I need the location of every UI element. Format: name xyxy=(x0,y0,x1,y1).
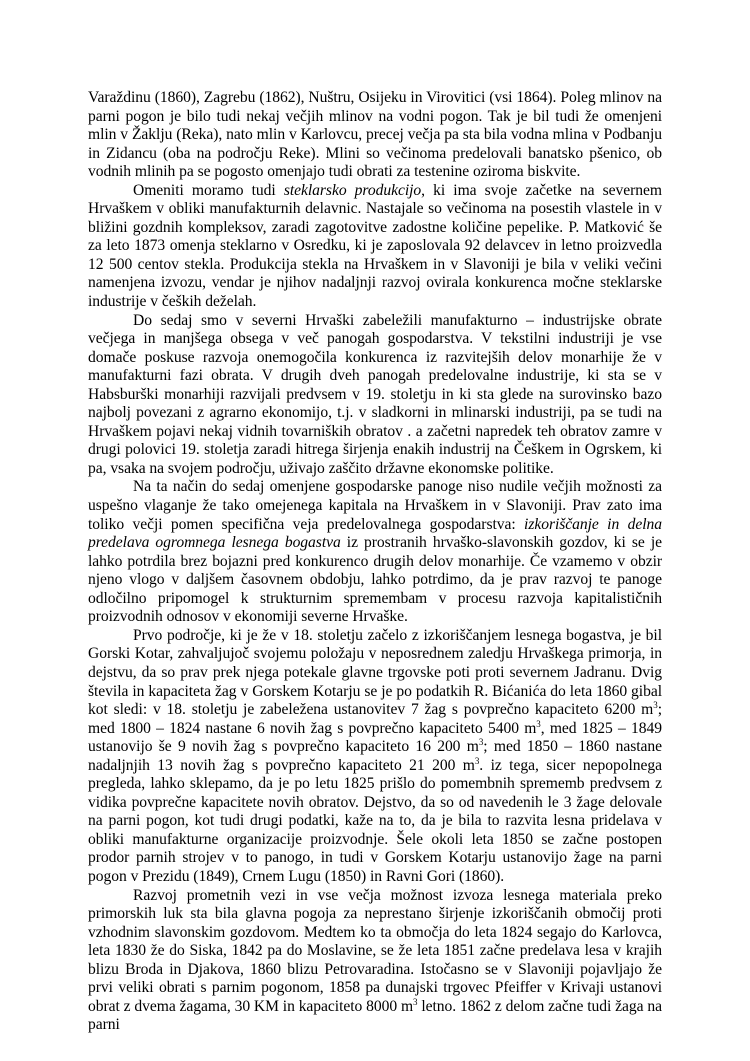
text-run: letno. 1862 z delom začne tudi žaga na parni xyxy=(88,997,662,1034)
text-run: ; med 1800 – 1824 nastane 6 novih žag s povprečno kapaciteto 5400 m xyxy=(88,701,662,737)
text-run: Omeniti moramo tudi xyxy=(133,181,284,199)
italic-term: izkoriščanje in delna predelava ogromnega lesnega bogastva xyxy=(88,515,662,552)
text-run: Do sedaj smo v severni Hrvaški zabeležili manufakturno – industrijske obrate večjega in manjšega obsega v več panogah gospodarstva. V tekstilni industriji je vse domače poskuse razvoja onemogočila konkurenca iz razvitejših delov monarhije že v manufakturni fazi obrata. V drugih dveh panogah predelovalne industrije, ki sta se v Habsburški monarhiji razvijali predvsem v 19. stoletju in ki sta glede na surovinsko bazo najbolj povezani z agrarno ekonomijo, t.j. v sladkorni in mlinarski industriji, pa se tudi na Hrvaškem pojavi nekaj vidnih tovarniških obratov . a začetni napredek teh obratov zamre v drugi polovici 19. stoletja zaradi hitrega širjenja enakih industrij na Češkem in Ogrskem, ki pa, vsaka na svojem področju, uživajo zaščito državne ekonomske politike. xyxy=(88,311,662,477)
paragraph-6 xyxy=(88,887,662,1035)
document-page xyxy=(88,89,662,1035)
text-run: , med 1825 – 1849 ustanovijo še 9 novih žag s povprečno kapaciteto 16 200 m xyxy=(88,719,662,756)
text-run: Prvo področje, ki je že v 18. stoletju začelo z izkoriščanjem lesnega bogastva, je bil Gorski Kotar, zahvaljujoč svojemu položaju v neposrednem zaledju Hrvaškega primorja, in dejstvu, da so prav prek njega potekale glavne trgovske poti proti severnem Jadranu. Dvig števila in kapaciteta žag v Gorskem Kotarju se je po podatkih R. Bićanića do leta 1860 gibal kot sledi: v 18. stoletju je zabeležena ustanovitev 7 žag s povprečno kapaciteto 6200 m xyxy=(88,626,662,719)
paragraph-5 xyxy=(88,627,662,887)
paragraph-2 xyxy=(88,182,662,312)
text-run: ; med 1850 – 1860 nastane nadaljnjih 13 novih žag s povprečno kapaciteto 21 200 m xyxy=(88,738,663,774)
text-run: . iz tega, sicer nepopolnega pregleda, lahko sklepamo, da je po letu 1825 prišlo do pomembnih sprememb predvsem z vidika povprečne kapacitete novih obratov. Dejstvo, da so od navedenih le 3 žage delovale na parni pogon, kot tudi drugi podatki, kaže na to, da je bila to razvita lesna pridelava v obliki manufakturne organizacije proizvodnje. Šele okoli leta 1850 se začne postopen prodor parnih strojev v to panogo, in tudi v Gorskem Kotarju ustanovijo žage na parni pogon v Prezidu (1849), Crnem Lugu (1850) in Ravni Gori (1860). xyxy=(88,756,662,885)
superscript: 3 xyxy=(653,700,658,711)
text-run: Na ta način do sedaj omenjene gospodarske panoge niso nudile večjih možnosti za uspešno vlaganje že tako omejenega kapitala na Hrvaškem in v Slavoniji. Prav zato ima toliko večji pomen specifična veja predelovalnega gospodarstva: xyxy=(88,478,662,533)
paragraph-3 xyxy=(88,312,662,479)
paragraph-1 xyxy=(88,89,662,182)
superscript: 3 xyxy=(474,755,480,766)
text-run: Varaždinu (1860), Zagrebu (1862), Nuštru, Osijeku in Virovitici (vsi 1864). Poleg mlinov na parni pogon je bilo tudi nekaj večjih mlinov na vodni pogon. Tak je bil tudi že omenjeni mlin v Žaklju (Reka), nato mlin v Karlovcu, precej večja pa sta bila vodna mlina v Podbanju in Zidancu (oba na področju Reke). Mlini so večinoma predelovali banatsko pšenico, ob vodnih mlinih pa se pogosto omenjajo tudi obrati za testenine oziroma biskvite. xyxy=(88,89,662,181)
superscript: 3 xyxy=(478,737,484,748)
text-run: iz prostranih hrvaško-slavonskih gozdov, ki se je lahko potrdila brez bojazni pred konkurenco drugih delov monarhije. Če vzamemo v obzir njeno vlogo v daljšem časovnem obdobju, lahko potrdimo, da je prav razvoj te panoge odločilno pripomogel k strukturnim spremembam v procesu razvoja kapitalističnih proizvodnih odnosov v ekonomiji severne Hrvaške. xyxy=(88,534,662,626)
paragraph-4 xyxy=(88,478,662,626)
text-run: , ki ima svoje začetke na severnem Hrvaškem v obliki manufakturnih delavnic. Nastajale so večinoma na posestih vlastele in v bližini gozdnih kompleksov, zaradi zagotovitve zadostne količine pepelike. P. Matković še za leto 1873 omenja steklarno v Osredku, ki je zaposlovala 92 delavcev in letno proizvedla 12 500 centov stekla. Produkcija stekla na Hrvaškem in v Slavoniji je bila v veliki večini namenjena izvozu, vendar je njihov nadaljnji razvoj ovirala konkurenca močne steklarske industrije v čeških deželah. xyxy=(88,181,662,311)
italic-term: steklarsko produkcijo xyxy=(283,181,422,199)
superscript: 3 xyxy=(536,718,541,729)
text-run: Razvoj prometnih vezi in vse večja možnost izvoza lesnega materiala preko primorskih luk sta bila glavna pogoja za neprestano širjenje izkoriščanih območij proti vzhodnim slavonskim gozdovom. Medtem ko ta območja do leta 1824 segajo do Karlovca, leta 1830 že do Siska, 1842 pa do Moslavine, se že leta 1851 začne predelava lesa v krajih blizu Broda in Djakova, 1860 blizu Petrovaradina. Istočasno se v Slavoniji pojavljajo že prvi veliki obrati s parnim pogonom, 1858 pa dunajski trgovec Pfeiffer v Krivaji ustanovi obrat z dvema žagama, 30 KM in kapaciteto 8000 m xyxy=(88,886,662,1015)
superscript: 3 xyxy=(413,996,418,1007)
